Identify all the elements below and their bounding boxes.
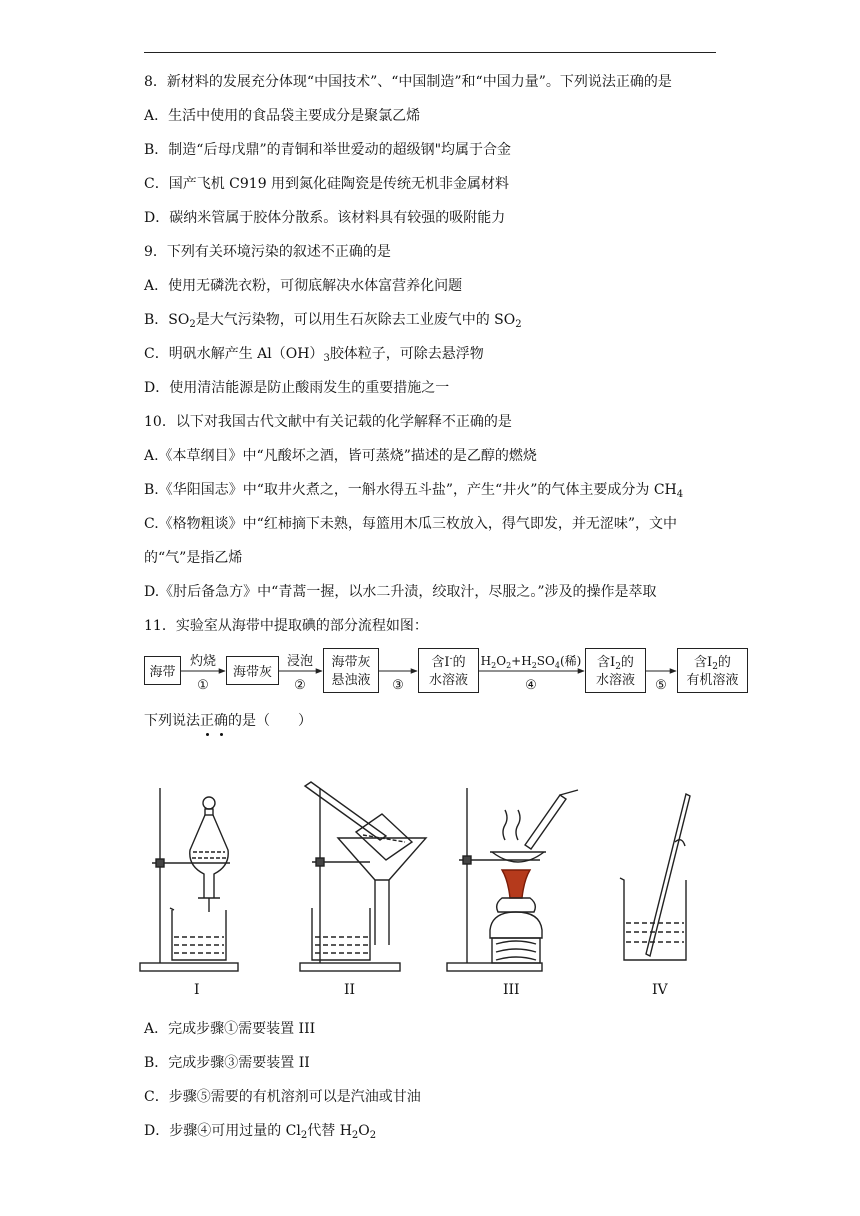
apparatus-filtration bbox=[300, 782, 426, 971]
q11-prompt: 下列说法正 确 的是（ ） bbox=[144, 712, 312, 730]
q10-option-d: D.《肘后备急方》中“青蒿一握，以水二升渍，绞取汁，尽服之。”涉及的操作是萃取 bbox=[144, 584, 657, 600]
flow-step2-number: ② bbox=[294, 678, 306, 693]
q9-option-c: C．明矾水解产生 $Al(OH)_3$胶体粒子，可除去悬浮物 bbox=[144, 346, 484, 364]
apparatus-beaker-rod bbox=[620, 794, 690, 960]
apparatus-evaporation bbox=[447, 788, 578, 971]
flow-step2-label: 浸泡 bbox=[286, 654, 314, 669]
flow-box-suspension-line2: 悬浊液 bbox=[331, 673, 371, 688]
q8-stem: 8．新材料的发展充分体现“中国技术”、“中国制造”和“中国力量”。下列说法正确的是 bbox=[144, 74, 672, 90]
q10-option-a: A.《本草纲目》中“凡酸坏之酒，皆可蒸烧”描述的是乙醇的燃烧 bbox=[144, 448, 537, 464]
flow-box-iodide-line2: 水溶液 bbox=[428, 673, 469, 688]
flow-step1-number: ① bbox=[197, 678, 209, 693]
flow-step4-number: ④ bbox=[525, 678, 537, 693]
flow-step4-reagents: $H_2O_2+H_2SO_4$(稀) bbox=[480, 654, 582, 670]
apparatus-separatory-funnel bbox=[140, 788, 238, 971]
flow-box-ash-label: 海带灰 bbox=[232, 665, 273, 680]
flow-box-iodine-org-line2: 有机溶液 bbox=[686, 673, 739, 688]
flow-box-iodine-aq-line2: 水溶液 bbox=[595, 673, 636, 688]
label-apparatus-i: I bbox=[194, 982, 200, 998]
q11-option-c: C．步骤⑤需要的有机溶剂可以是汽油或甘油 bbox=[144, 1089, 421, 1105]
q8-option-b: B．制造“后母戊鼎”的青铜和举世爱动的超级钢"均属于合金 bbox=[144, 142, 512, 158]
extraction-flowchart bbox=[144, 646, 749, 702]
q10-option-b: B.《华阳国志》中“取井火煮之，一斛水得五斗盐”，产生“井火”的气体主要成分为 $CH_4$ bbox=[144, 482, 684, 500]
label-apparatus-ii: II bbox=[344, 982, 356, 998]
q11-option-b: B．完成步骤③需要装置 II bbox=[144, 1055, 310, 1071]
flow-box-suspension-line1: 海带灰 bbox=[331, 655, 371, 670]
q9-option-d: D．使用清洁能源是防止酸雨发生的重要措施之一 bbox=[144, 380, 450, 396]
flow-step1-label: 灼烧 bbox=[189, 654, 217, 669]
flow-box-iodine-aq-line1: 含$I_2$的 bbox=[597, 655, 634, 672]
q8-option-c: C．国产飞机 C919 用到氮化硅陶瓷是传统无机非金属材料 bbox=[144, 176, 510, 192]
flow-box-iodine-org-line1: 含$I_2$的 bbox=[694, 655, 731, 672]
q8-option-d: D．碳纳米管属于胶体分散系。该材料具有较强的吸附能力 bbox=[144, 210, 506, 226]
q10-stem: 10．以下对我国古代文献中有关记载的化学解释不正确的是 bbox=[144, 414, 512, 430]
header-rule bbox=[144, 52, 716, 53]
label-apparatus-iii: III bbox=[503, 982, 520, 998]
q10-option-c-line1: C.《格物粗谈》中“红柿摘下未熟，每篮用木瓜三枚放入，得气即发，并无涩味”，文中 bbox=[144, 516, 677, 532]
label-apparatus-iv: IV bbox=[652, 982, 668, 998]
q9-option-b: B．$SO_2$是大气污染物，可以用生石灰除去工业废气中的 $SO_2$ bbox=[144, 312, 522, 330]
q9-stem: 9．下列有关环境污染的叙述不正确的是 bbox=[144, 244, 391, 260]
q11-stem: 11．实验室从海带中提取碘的部分流程如图： bbox=[144, 618, 428, 634]
flow-box-seaweed-label: 海带 bbox=[149, 665, 176, 680]
q9-option-a: A．使用无磷洗衣粉，可彻底解决水体富营养化问题 bbox=[144, 278, 463, 294]
q10-option-c-line2: 的“气”是指乙烯 bbox=[144, 550, 243, 566]
flow-step5-number: ⑤ bbox=[655, 678, 667, 693]
flow-step3-number: ③ bbox=[392, 678, 404, 693]
q11-option-d: D．步骤④可用过量的 $Cl_2$代替 $H_2O_2$ bbox=[144, 1123, 377, 1141]
q8-option-a: A．生活中使用的食品袋主要成分是聚氯乙烯 bbox=[144, 108, 421, 124]
apparatus-figure bbox=[130, 780, 700, 975]
flow-box-iodide-line1: 含I-的 bbox=[431, 654, 466, 670]
q11-option-a: A．完成步骤①需要装置 III bbox=[144, 1021, 316, 1037]
